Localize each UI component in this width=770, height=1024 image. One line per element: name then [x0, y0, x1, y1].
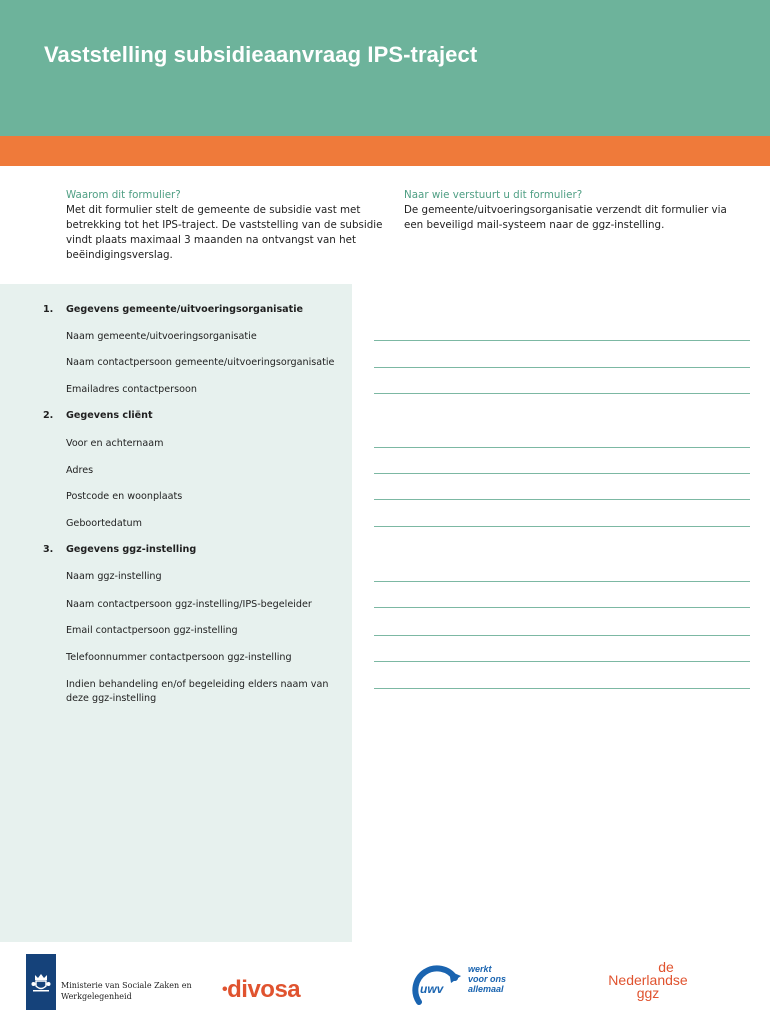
ministry-name-line: Werkgelegenheid — [61, 992, 132, 1001]
uwv-swoosh-icon — [405, 962, 463, 1006]
uwv-wordmark: uwv — [420, 982, 444, 996]
ministry-name-line: Ministerie van Sociale Zaken en — [61, 981, 192, 990]
field-label-client-address: Adres — [66, 465, 94, 476]
section-title: Gegevens cliënt — [66, 410, 153, 421]
intro-recipient-line: een beveiligd mail-systeem naar de ggz-instelling. — [404, 219, 665, 231]
uwv-slogan — [468, 964, 506, 994]
intro-recipient — [404, 188, 744, 233]
uwv-slogan-line: allemaal — [468, 984, 504, 994]
uwv-logo — [405, 962, 463, 1006]
intro-why-line: betrekking tot het IPS-traject. De vaststelling van de subsidie — [66, 219, 383, 231]
page-title: Vaststelling subsidieaanvraag IPS-traject — [44, 42, 478, 67]
field-label-ggz-contact: Naam contactpersoon ggz-instelling/IPS-begeleider — [66, 599, 312, 610]
input-line-ggz-name[interactable] — [374, 581, 750, 582]
input-line-other-ggz[interactable] — [374, 688, 750, 689]
accent-stripe — [0, 136, 770, 166]
input-line-ggz-contact[interactable] — [374, 607, 750, 608]
field-label-ggz-phone: Telefoonnummer contactpersoon ggz-instelling — [66, 652, 292, 663]
section-number: 2. — [43, 410, 54, 421]
input-line-ggz-email[interactable] — [374, 635, 750, 636]
input-line-municipality-contact[interactable] — [374, 367, 750, 368]
intro-why-question: Waarom dit formulier? — [66, 189, 181, 201]
nederlandse-ggz-logo — [600, 961, 696, 1000]
input-line-municipality-name[interactable] — [374, 340, 750, 341]
crest-icon — [30, 971, 52, 993]
field-label-contact-email: Emailadres contactpersoon — [66, 384, 197, 395]
divosa-wordmark: divosa — [227, 976, 301, 1003]
input-line-client-name[interactable] — [374, 447, 750, 448]
intro-why-line: Met dit formulier stelt de gemeente de subsidie vast met — [66, 204, 361, 216]
input-line-client-postcode[interactable] — [374, 499, 750, 500]
input-line-ggz-phone[interactable] — [374, 661, 750, 662]
section-number: 1. — [43, 304, 54, 315]
field-label-client-name: Voor en achternaam — [66, 438, 164, 449]
field-label-other-ggz: Indien behandeling en/of begeleiding elders naam van deze ggz-instelling — [66, 679, 329, 704]
section-title: Gegevens ggz-instelling — [66, 544, 197, 555]
intro-recipient-question: Naar wie verstuurt u dit formulier? — [404, 189, 583, 201]
input-line-client-birthdate[interactable] — [374, 526, 750, 527]
input-line-client-address[interactable] — [374, 473, 750, 474]
intro-why — [66, 188, 396, 263]
ggz-logo-line: de — [658, 959, 674, 975]
field-label-municipality-name: Naam gemeente/uitvoeringsorganisatie — [66, 331, 257, 342]
field-label-ggz-email: Email contactpersoon ggz-instelling — [66, 625, 238, 636]
rijksoverheid-logo — [26, 954, 56, 1010]
section-title: Gegevens gemeente/uitvoeringsorganisatie — [66, 304, 304, 315]
input-line-contact-email[interactable] — [374, 393, 750, 394]
field-label-ggz-name: Naam ggz-instelling — [66, 571, 162, 582]
ggz-logo-line: ggz — [636, 985, 660, 1001]
intro-recipient-line: De gemeente/uitvoeringsorganisatie verzendt dit formulier via — [404, 204, 727, 216]
section-number: 3. — [43, 544, 54, 555]
header-banner — [0, 0, 770, 136]
field-label-client-birthdate: Geboortedatum — [66, 518, 142, 529]
intro-why-line: vindt plaats maximaal 3 maanden na ontvangst van het — [66, 234, 356, 246]
uwv-slogan-line: voor ons — [468, 974, 507, 984]
field-label-client-postcode: Postcode en woonplaats — [66, 491, 183, 502]
divosa-logo — [222, 976, 300, 1004]
divosa-dot-icon: • — [222, 981, 228, 998]
intro-why-line: beëindigingsverslag. — [66, 249, 173, 261]
uwv-slogan-line: werkt — [468, 964, 492, 974]
ministry-name — [61, 980, 192, 1002]
field-label-municipality-contact: Naam contactpersoon gemeente/uitvoeringsorganisatie — [66, 357, 335, 368]
ggz-logo-line: Nederlandse — [608, 972, 688, 988]
